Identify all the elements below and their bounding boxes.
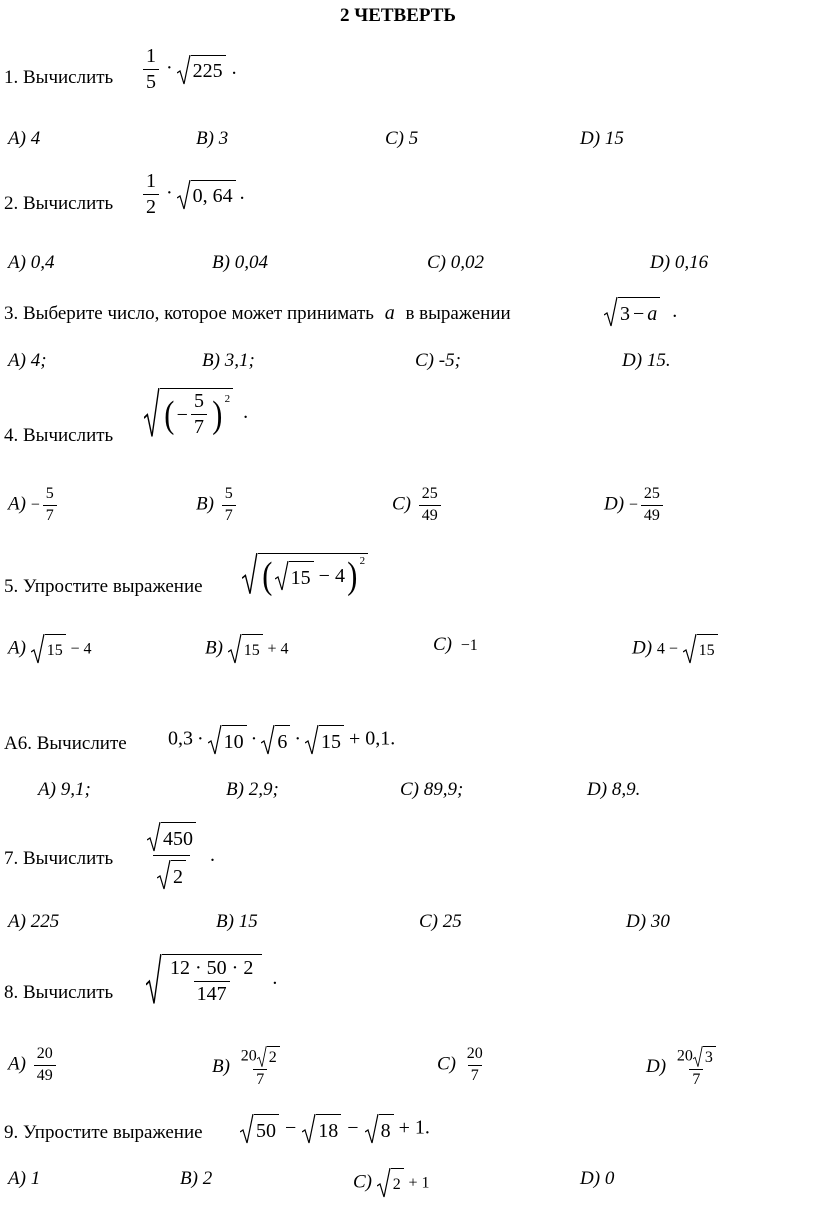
question-4-label: 4. Вычислить	[4, 425, 114, 446]
question-2-expression: $\frac{1}{2}$ · 0, 64 .	[140, 171, 245, 218]
question-7-expression: $\frac{450}{2}$ .	[140, 822, 215, 890]
sqrt-sign: 225	[177, 55, 226, 85]
q2-option-b[interactable]: В) 0,04	[212, 252, 268, 273]
q7-option-b[interactable]: В) 15	[216, 911, 258, 932]
q1-option-c[interactable]: С) 5	[385, 128, 419, 149]
question-9-label: 9. Упростите выражение	[4, 1122, 203, 1143]
question-6-expression: 0,3 · 10 · 6 · 15 + 0,1.	[168, 725, 395, 755]
question-1-expression: $\frac{1}{5}$ · 225 .	[140, 46, 237, 93]
q6-option-a[interactable]: А) 9,1;	[38, 779, 91, 800]
question-2-label: 2. Вычислить	[4, 193, 114, 214]
q4-option-c[interactable]: С) $\frac{25}{49}$	[392, 486, 444, 525]
q3-option-b[interactable]: В) 3,1;	[202, 350, 255, 371]
q4-option-a[interactable]: А) − $\frac{5}{7}$	[8, 486, 60, 525]
sqrt-sign: ( − $\frac{5}{7}$ ) $^2$	[144, 388, 233, 438]
question-3-expression: 3 − a .	[604, 297, 677, 327]
q6-option-b[interactable]: В) 2,9;	[226, 779, 279, 800]
q2-option-c[interactable]: С) 0,02	[427, 252, 484, 273]
q1-option-d[interactable]: D) 15	[580, 128, 624, 149]
question-7-label: 7. Вычислить	[4, 848, 114, 869]
q1-option-a[interactable]: А) 4	[8, 128, 41, 149]
q3-option-a[interactable]: А) 4;	[8, 350, 47, 371]
question-5-expression	[242, 553, 368, 595]
q5-option-c[interactable]: С) −1	[433, 634, 478, 655]
question-8-label: 8. Вычислить	[4, 982, 114, 1003]
sqrt-sign: 0, 64	[177, 180, 236, 210]
q3-option-d[interactable]: D) 15.	[622, 350, 671, 371]
q7-option-d[interactable]: D) 30	[626, 911, 670, 932]
sqrt-sign: $\frac{12 \cdot 50 \cdot 2}{147}$	[146, 954, 262, 1005]
q8-option-b[interactable]: В) 20 2 7	[212, 1046, 286, 1089]
q3-option-c[interactable]: С) -5;	[415, 350, 461, 371]
q5-option-d[interactable]: D) 4 − 15	[632, 634, 718, 664]
q5-option-b[interactable]: В) 15 + 4	[205, 634, 288, 664]
question-3-label: 3. Выберите число, которое может принимать a в выражении	[4, 302, 511, 324]
q7-option-a[interactable]: А) 225	[8, 911, 60, 932]
q8-option-d[interactable]: D) 20 3 7	[646, 1046, 722, 1089]
q7-option-c[interactable]: С) 25	[419, 911, 462, 932]
q2-option-d[interactable]: D) 0,16	[650, 252, 709, 273]
q9-option-d[interactable]: D) 0	[580, 1168, 615, 1189]
sqrt-sign: ( 15 − 4 ) $^2$	[242, 553, 368, 595]
q9-option-c[interactable]: С) 2 + 1	[353, 1168, 430, 1198]
q6-option-c[interactable]: С) 89,9;	[400, 779, 464, 800]
q5-option-a[interactable]: А) 15 − 4	[8, 634, 91, 664]
question-4-expression: ( − $\frac{5}{7}$ ) $^2$ .	[144, 388, 248, 438]
q8-option-a[interactable]: А) $\frac{20}{49}$	[8, 1046, 59, 1085]
q8-option-c[interactable]: С) $\frac{20}{7}$	[437, 1045, 483, 1084]
q4-option-d[interactable]: D) − $\frac{25}{49}$	[604, 486, 666, 525]
sqrt-sign: 3 − a	[604, 297, 660, 327]
question-5-label: 5. Упростите выражение	[4, 576, 203, 597]
question-8-expression: $\frac{12 \cdot 50 \cdot 2}{147}$ .	[146, 954, 277, 1005]
question-9-expression: 50 − 18 − 8 + 1.	[240, 1114, 430, 1144]
q9-option-a[interactable]: А) 1	[8, 1168, 41, 1189]
page-title: 2 ЧЕТВЕРТЬ	[340, 5, 456, 26]
question-6-label: А6. Вычислите	[4, 733, 127, 754]
q4-option-b[interactable]: В) $\frac{5}{7}$	[196, 486, 239, 525]
q1-option-b[interactable]: В) 3	[196, 128, 229, 149]
q9-option-b[interactable]: В) 2	[180, 1168, 213, 1189]
question-1-label: 1. Вычислить	[4, 67, 114, 88]
q6-option-d[interactable]: D) 8,9.	[587, 779, 641, 800]
q2-option-a[interactable]: А) 0,4	[8, 252, 55, 273]
